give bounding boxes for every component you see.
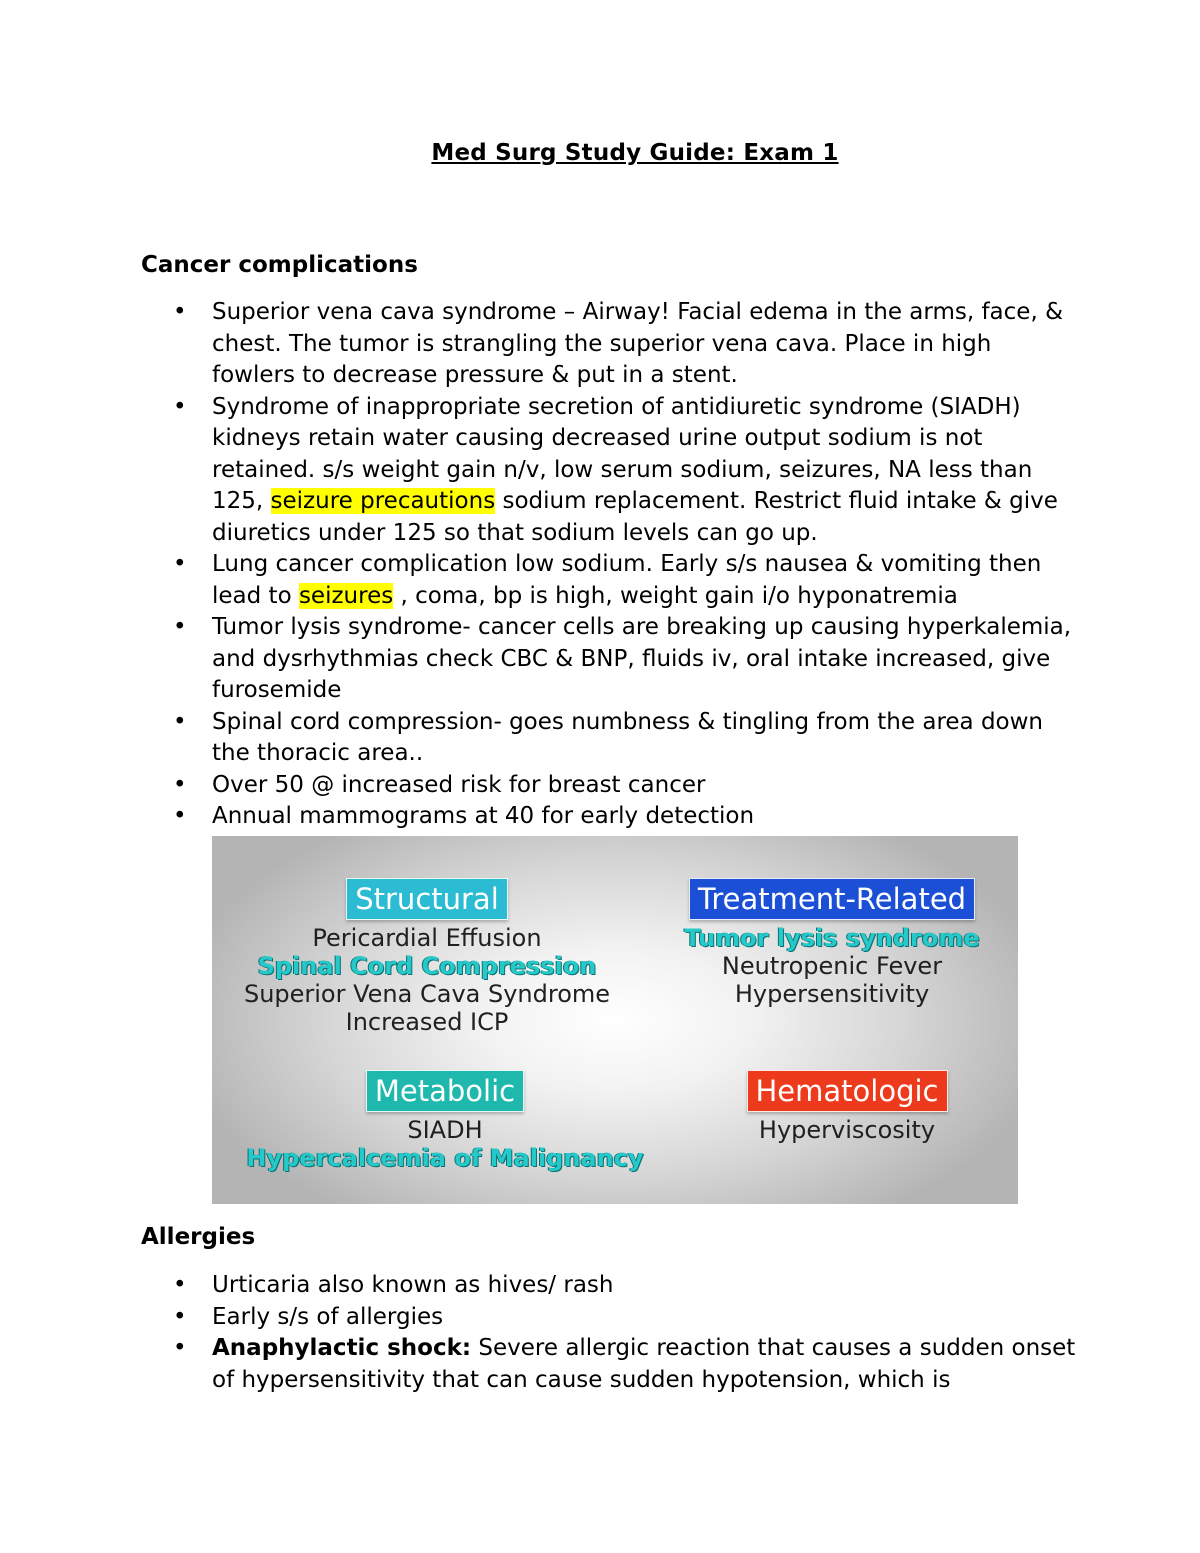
list-item <box>141 612 1081 707</box>
treatment-related-heading: Treatment-Related <box>689 878 975 920</box>
hematologic-line: Hyperviscosity <box>758 1116 936 1144</box>
cancer-complications-list <box>141 297 1081 833</box>
list-item-text: Early s/s of allergies <box>212 1303 444 1330</box>
treatment-related-group <box>642 878 1018 1008</box>
list-item <box>141 770 1081 802</box>
allergies-list <box>141 1270 1081 1396</box>
structural-line: Increased ICP <box>345 1008 509 1036</box>
list-item <box>141 801 1081 833</box>
oncologic-complications-diagram <box>212 836 1018 1204</box>
list-item <box>141 1270 1081 1302</box>
highlighted-text: seizures <box>298 582 394 609</box>
list-item-text: Tumor lysis syndrome- cancer cells are breaking up causing hyperkalemia, and dysrhythmias check CBC & BNP, fluids iv, oral intake increased, give furosemide <box>212 614 1072 703</box>
metabolic-line: SIADH <box>407 1116 483 1144</box>
list-item-text: , coma, bp is high, weight gain i/o hyponatremia <box>393 582 958 609</box>
list-item-text: Spinal cord compression- goes numbness & tingling from the area down the thoracic area.. <box>212 708 1044 766</box>
list-item-text: Syndrome of inappropriate secretion of antidiuretic syndrome (SIADH) kidneys retain water causing decreased urine output sodium is not retained. s/s weight gain n/v, low serum sodium, seizures, NA less than 125, <box>212 393 1033 514</box>
list-item-text: Superior vena cava syndrome – Airway! Facial edema in the arms, face, & chest. The tumor is strangling the superior vena cava. Place in high fowlers to decrease pressure & put in a stent. <box>212 299 1063 388</box>
structural-line: Spinal Cord Compression <box>257 952 597 980</box>
treatment-related-line: Hypersensitivity <box>734 980 930 1008</box>
list-item-text: Lung cancer complication low sodium. Early s/s nausea & vomiting then lead to <box>212 551 1042 609</box>
bold-term: Anaphylactic shock: <box>212 1335 472 1361</box>
list-item <box>141 392 1081 550</box>
section-heading-cancer-complications: Cancer complications <box>141 252 418 278</box>
list-item-text: Urticaria also known as hives/ rash <box>212 1272 614 1298</box>
list-item <box>141 549 1081 612</box>
list-item <box>141 1333 1081 1396</box>
list-item-text: Severe allergic reaction that causes a sudden onset of hypersensitivity that can cause sudden hypotension, which is <box>212 1335 1076 1393</box>
list-item-text: sodium replacement. Restrict fluid intake & give diuretics under 125 so that sodium levels can go up. <box>212 488 1058 546</box>
metabolic-heading: Metabolic <box>366 1070 524 1112</box>
structural-heading: Structural <box>346 878 508 920</box>
metabolic-group <box>212 1070 678 1172</box>
structural-line: Superior Vena Cava Syndrome <box>243 980 611 1008</box>
list-item <box>141 297 1081 392</box>
list-item <box>141 707 1081 770</box>
list-item-text: Over 50 @ increased risk for breast cancer <box>212 771 706 798</box>
highlighted-text: seizure precautions <box>270 488 496 514</box>
structural-group <box>212 878 642 1036</box>
hematologic-heading: Hematologic <box>747 1070 948 1112</box>
list-item <box>141 1302 1081 1334</box>
hematologic-group <box>672 1070 1018 1144</box>
section-heading-allergies: Allergies <box>141 1224 256 1250</box>
structural-line: Pericardial Effusion <box>312 924 542 952</box>
treatment-related-line: Neutropenic Fever <box>721 952 943 980</box>
metabolic-line: Hypercalcemia of Malignancy <box>246 1144 644 1172</box>
page-title: Med Surg Study Guide: Exam 1 <box>431 140 839 166</box>
treatment-related-line: Tumor lysis syndrome <box>684 924 980 952</box>
list-item-text: Annual mammograms at 40 for early detection <box>212 803 755 829</box>
